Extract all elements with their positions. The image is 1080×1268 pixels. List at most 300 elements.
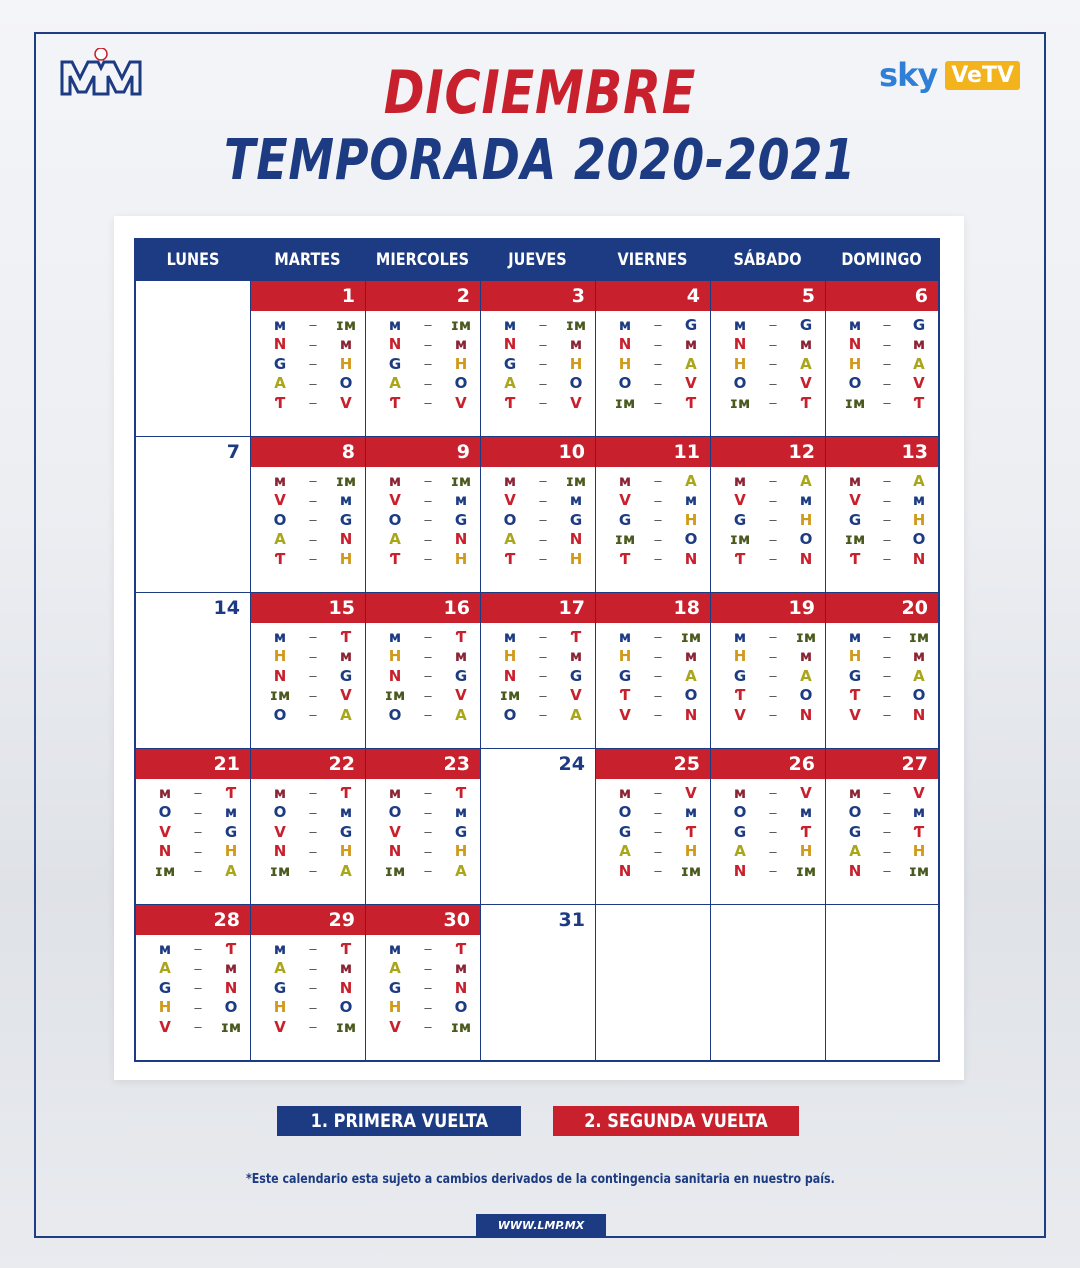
day-number: 31	[558, 909, 585, 931]
game-matchup	[729, 510, 817, 530]
game-matchup	[384, 998, 472, 1018]
team-logo-icon: O	[684, 686, 698, 705]
day-cell-12[interactable]	[710, 437, 825, 592]
matchup-dash: –	[309, 863, 317, 879]
team-logo-icon: ᴍ	[733, 627, 747, 646]
team-logo-icon: ᴍ	[799, 335, 813, 354]
team-logo-icon: Ƭ	[685, 822, 697, 841]
team-logo-icon: ᴍ	[569, 335, 583, 354]
week-row-1	[136, 280, 938, 436]
day-number: 20	[826, 593, 938, 623]
team-logo-icon: H	[733, 354, 747, 373]
matchup-dash: –	[654, 551, 662, 567]
matchup-dash: –	[769, 336, 777, 352]
team-logo-icon: Ƭ	[913, 393, 925, 412]
game-matchup	[729, 647, 817, 667]
matchup-dash: –	[424, 629, 432, 645]
games-list	[251, 311, 365, 413]
vetv-logo: VeTV	[945, 61, 1020, 90]
team-logo-icon: A	[389, 374, 401, 393]
game-matchup	[154, 978, 242, 998]
game-matchup	[614, 861, 702, 881]
team-logo-icon: ᴍ	[454, 959, 468, 978]
day-number: 12	[711, 437, 825, 467]
games-list	[366, 623, 480, 725]
games-list	[366, 779, 480, 881]
game-matchup	[384, 335, 472, 355]
matchup-dash: –	[194, 941, 202, 957]
game-matchup	[154, 861, 242, 881]
game-matchup	[269, 783, 357, 803]
team-logo-icon: G	[503, 354, 517, 373]
game-matchup	[384, 978, 472, 998]
team-logo-icon: ɪᴍ	[269, 861, 291, 880]
team-logo-icon: H	[684, 842, 698, 861]
team-logo-icon: H	[848, 647, 862, 666]
weekday-6: SÁBADO	[733, 250, 802, 270]
day-cell-31[interactable]	[480, 905, 595, 1060]
team-logo-icon: A	[570, 705, 582, 724]
game-matchup	[844, 803, 930, 823]
game-matchup	[154, 959, 242, 979]
day-cell-27[interactable]	[825, 749, 938, 904]
team-logo-icon: Ƭ	[274, 549, 286, 568]
team-logo-icon: V	[849, 491, 861, 510]
team-logo-icon: ᴍ	[158, 939, 172, 958]
game-matchup	[729, 471, 817, 491]
team-logo-icon: V	[849, 705, 861, 724]
game-matchup	[154, 1017, 242, 1037]
day-cell-21[interactable]	[136, 749, 250, 904]
game-matchup	[729, 803, 817, 823]
matchup-dash: –	[424, 999, 432, 1015]
team-logo-icon: O	[454, 374, 468, 393]
team-logo-icon: O	[912, 530, 926, 549]
matchup-dash: –	[539, 356, 547, 372]
game-matchup	[384, 842, 472, 862]
matchup-dash: –	[424, 512, 432, 528]
matchup-dash: –	[654, 824, 662, 840]
team-logo-icon: ᴍ	[684, 335, 698, 354]
day-cell-11[interactable]	[595, 437, 710, 592]
team-logo-icon: H	[733, 647, 747, 666]
matchup-dash: –	[424, 707, 432, 723]
matchup-dash: –	[769, 551, 777, 567]
team-logo-icon: ᴍ	[733, 315, 747, 334]
game-matchup	[499, 705, 587, 725]
team-logo-icon: N	[848, 861, 862, 880]
game-matchup	[384, 861, 472, 881]
team-logo-icon: A	[800, 666, 812, 685]
game-matchup	[154, 939, 242, 959]
matchup-dash: –	[194, 980, 202, 996]
game-matchup	[384, 666, 472, 686]
matchup-dash: –	[309, 941, 317, 957]
team-logo-icon: A	[685, 354, 697, 373]
team-logo-icon: O	[388, 510, 402, 529]
team-logo-icon: V	[800, 783, 812, 802]
day-cell-19[interactable]	[710, 593, 825, 748]
day-cell-7[interactable]	[136, 437, 250, 592]
games-list	[826, 467, 938, 569]
team-logo-icon: ᴍ	[503, 627, 517, 646]
day-cell-22[interactable]	[250, 749, 365, 904]
day-cell-9[interactable]	[365, 437, 480, 592]
day-cell-14[interactable]	[136, 593, 250, 748]
team-logo-icon: A	[913, 666, 925, 685]
team-logo-icon: H	[454, 842, 468, 861]
day-cell-13[interactable]	[825, 437, 938, 592]
game-matchup	[384, 491, 472, 511]
team-logo-icon: V	[570, 686, 582, 705]
team-logo-icon: N	[569, 530, 583, 549]
team-logo-icon: Ƭ	[340, 627, 352, 646]
games-list	[481, 311, 595, 413]
matchup-dash: –	[769, 707, 777, 723]
team-logo-icon: H	[799, 510, 813, 529]
weekday-3: MIERCOLES	[375, 250, 470, 270]
team-logo-icon: G	[454, 822, 468, 841]
team-logo-icon: V	[504, 491, 516, 510]
game-matchup	[384, 374, 472, 394]
team-logo-icon: O	[158, 803, 172, 822]
team-logo-icon: ɪᴍ	[384, 686, 406, 705]
game-matchup	[384, 686, 472, 706]
matchup-dash: –	[539, 375, 547, 391]
day-number: 3	[481, 281, 595, 311]
weekday-5: VIERNES	[617, 250, 688, 270]
team-logo-icon: H	[388, 647, 402, 666]
matchup-dash: –	[194, 1019, 202, 1035]
team-logo-icon: H	[912, 842, 926, 861]
game-matchup	[384, 783, 472, 803]
team-logo-icon: A	[913, 471, 925, 490]
game-matchup	[614, 666, 702, 686]
matchup-dash: –	[424, 687, 432, 703]
matchup-dash: –	[309, 824, 317, 840]
team-logo-icon: Ƭ	[570, 627, 582, 646]
team-logo-icon: A	[340, 861, 352, 880]
team-logo-icon: ɪᴍ	[384, 861, 406, 880]
day-cell-23[interactable]	[365, 749, 480, 904]
games-list	[826, 311, 938, 413]
game-matchup	[844, 861, 930, 881]
day-number: 21	[136, 749, 250, 779]
team-logo-icon: N	[273, 842, 287, 861]
team-logo-icon: N	[799, 549, 813, 568]
day-number: 13	[826, 437, 938, 467]
game-matchup	[844, 549, 930, 569]
matchup-dash: –	[883, 375, 891, 391]
team-logo-icon: H	[503, 647, 517, 666]
team-logo-icon: ɪᴍ	[795, 627, 817, 646]
game-matchup	[844, 783, 930, 803]
matchup-dash: –	[654, 317, 662, 333]
matchup-dash: –	[424, 375, 432, 391]
game-matchup	[844, 705, 930, 725]
game-matchup	[614, 491, 702, 511]
team-logo-icon: ɪᴍ	[154, 861, 176, 880]
team-logo-icon: ᴍ	[618, 315, 632, 334]
team-logo-icon: ɪᴍ	[614, 393, 636, 412]
day-number: 24	[558, 753, 585, 775]
team-logo-icon: G	[339, 822, 353, 841]
team-logo-icon: H	[684, 510, 698, 529]
team-logo-icon: A	[913, 354, 925, 373]
matchup-dash: –	[309, 512, 317, 528]
team-logo-icon: ᴍ	[339, 335, 353, 354]
game-matchup	[499, 510, 587, 530]
day-number: 2	[366, 281, 480, 311]
game-matchup	[499, 530, 587, 550]
team-logo-icon: Ƭ	[225, 783, 237, 802]
day-cell-5[interactable]	[710, 281, 825, 436]
team-logo-icon: H	[339, 354, 353, 373]
team-logo-icon: A	[504, 374, 516, 393]
day-number: 27	[826, 749, 938, 779]
day-cell-18[interactable]	[595, 593, 710, 748]
team-logo-icon: Ƭ	[455, 783, 467, 802]
team-logo-icon: Ƭ	[389, 549, 401, 568]
team-logo-icon: G	[848, 666, 862, 685]
sky-logo: sky	[879, 56, 938, 94]
day-cell-2[interactable]	[365, 281, 480, 436]
day-cell-20[interactable]	[825, 593, 938, 748]
day-cell-26[interactable]	[710, 749, 825, 904]
matchup-dash: –	[654, 629, 662, 645]
day-cell-15[interactable]	[250, 593, 365, 748]
game-matchup	[499, 315, 587, 335]
team-logo-icon: ɪᴍ	[729, 393, 751, 412]
day-number: 30	[366, 905, 480, 935]
day-cell-25[interactable]	[595, 749, 710, 904]
matchup-dash: –	[424, 980, 432, 996]
matchup-dash: –	[539, 395, 547, 411]
game-matchup	[269, 842, 357, 862]
game-matchup	[384, 705, 472, 725]
matchup-dash: –	[309, 668, 317, 684]
games-list	[366, 311, 480, 413]
game-matchup	[614, 627, 702, 647]
day-number: 8	[251, 437, 365, 467]
week-row-3	[136, 592, 938, 748]
game-matchup	[269, 374, 357, 394]
matchup-dash: –	[539, 668, 547, 684]
team-logo-icon: ᴍ	[569, 491, 583, 510]
game-matchup	[614, 354, 702, 374]
matchup-dash: –	[883, 843, 891, 859]
team-logo-icon: ᴍ	[388, 471, 402, 490]
game-matchup	[614, 335, 702, 355]
team-logo-icon: N	[224, 978, 238, 997]
team-logo-icon: Ƭ	[849, 549, 861, 568]
game-matchup	[844, 374, 930, 394]
matchup-dash: –	[309, 492, 317, 508]
game-matchup	[269, 530, 357, 550]
team-logo-icon: A	[389, 530, 401, 549]
matchup-dash: –	[309, 629, 317, 645]
team-logo-icon: O	[733, 374, 747, 393]
day-number: 1	[251, 281, 365, 311]
game-matchup	[384, 393, 472, 413]
game-matchup	[844, 666, 930, 686]
team-logo-icon: N	[273, 335, 287, 354]
game-matchup	[844, 510, 930, 530]
team-logo-icon: A	[340, 705, 352, 724]
matchup-dash: –	[424, 785, 432, 801]
team-logo-icon: V	[340, 393, 352, 412]
matchup-dash: –	[883, 785, 891, 801]
team-logo-icon: ɪᴍ	[335, 315, 357, 334]
day-cell-1[interactable]	[250, 281, 365, 436]
game-matchup	[269, 686, 357, 706]
team-logo-icon: O	[684, 530, 698, 549]
team-logo-icon: G	[273, 354, 287, 373]
team-logo-icon: ᴍ	[848, 471, 862, 490]
day-number: 16	[366, 593, 480, 623]
team-logo-icon: N	[733, 861, 747, 880]
matchup-dash: –	[424, 336, 432, 352]
game-matchup	[614, 705, 702, 725]
game-matchup	[154, 803, 242, 823]
game-matchup	[614, 822, 702, 842]
game-matchup	[269, 510, 357, 530]
team-logo-icon: A	[685, 471, 697, 490]
team-logo-icon: H	[388, 998, 402, 1017]
matchup-dash: –	[194, 863, 202, 879]
games-list	[711, 779, 825, 881]
day-cell-28[interactable]	[136, 905, 250, 1060]
matchup-dash: –	[769, 668, 777, 684]
team-logo-icon: ᴍ	[158, 783, 172, 802]
team-logo-icon: V	[340, 686, 352, 705]
team-logo-icon: V	[619, 705, 631, 724]
team-logo-icon: Ƭ	[340, 783, 352, 802]
matchup-dash: –	[194, 999, 202, 1015]
matchup-dash: –	[424, 648, 432, 664]
game-matchup	[384, 627, 472, 647]
games-list	[251, 779, 365, 881]
team-logo-icon: G	[454, 666, 468, 685]
team-logo-icon: V	[274, 1017, 286, 1036]
weekday-7: DOMINGO	[841, 250, 922, 270]
matchup-dash: –	[309, 648, 317, 664]
day-cell-30[interactable]	[365, 905, 480, 1060]
matchup-dash: –	[309, 1019, 317, 1035]
game-matchup	[154, 842, 242, 862]
team-logo-icon: G	[224, 822, 238, 841]
team-logo-icon: Ƭ	[800, 393, 812, 412]
website-url[interactable]: WWW.LMP.MX	[476, 1214, 606, 1238]
team-logo-icon: O	[388, 803, 402, 822]
matchup-dash: –	[883, 356, 891, 372]
team-logo-icon: O	[273, 803, 287, 822]
matchup-dash: –	[309, 356, 317, 372]
team-logo-icon: V	[570, 393, 582, 412]
matchup-dash: –	[309, 551, 317, 567]
team-logo-icon: N	[618, 335, 632, 354]
matchup-dash: –	[424, 804, 432, 820]
day-number: 29	[251, 905, 365, 935]
game-matchup	[384, 1017, 472, 1037]
team-logo-icon: A	[159, 959, 171, 978]
matchup-dash: –	[654, 473, 662, 489]
day-cell-4[interactable]	[595, 281, 710, 436]
team-logo-icon: ɪᴍ	[680, 861, 702, 880]
day-cell-10[interactable]	[480, 437, 595, 592]
team-logo-icon: ᴍ	[912, 335, 926, 354]
team-logo-icon: G	[618, 822, 632, 841]
team-logo-icon: ɪᴍ	[450, 471, 472, 490]
day-cell-6[interactable]	[825, 281, 938, 436]
team-logo-icon: H	[569, 354, 583, 373]
empty-day-cell	[710, 905, 825, 1060]
team-logo-icon: A	[734, 842, 746, 861]
day-cell-17[interactable]	[480, 593, 595, 748]
matchup-dash: –	[883, 629, 891, 645]
week-row-4	[136, 748, 938, 904]
day-cell-8[interactable]	[250, 437, 365, 592]
team-logo-icon: O	[569, 374, 583, 393]
team-logo-icon: V	[685, 374, 697, 393]
game-matchup	[269, 627, 357, 647]
team-logo-icon: ᴍ	[224, 959, 238, 978]
team-logo-icon: ɪᴍ	[680, 627, 702, 646]
matchup-dash: –	[769, 863, 777, 879]
matchup-dash: –	[539, 473, 547, 489]
matchup-dash: –	[769, 843, 777, 859]
team-logo-icon: O	[733, 803, 747, 822]
team-logo-icon: ᴍ	[684, 647, 698, 666]
game-matchup	[269, 959, 357, 979]
game-matchup	[384, 959, 472, 979]
day-number: 15	[251, 593, 365, 623]
matchup-dash: –	[424, 492, 432, 508]
day-cell-29[interactable]	[250, 905, 365, 1060]
team-logo-icon: O	[848, 803, 862, 822]
team-logo-icon: ᴍ	[848, 315, 862, 334]
game-matchup	[614, 530, 702, 550]
day-cell-3[interactable]	[480, 281, 595, 436]
matchup-dash: –	[424, 473, 432, 489]
games-list	[596, 623, 710, 725]
game-matchup	[499, 549, 587, 569]
game-matchup	[269, 861, 357, 881]
day-cell-24[interactable]	[480, 749, 595, 904]
matchup-dash: –	[309, 980, 317, 996]
team-logo-icon: V	[389, 491, 401, 510]
team-logo-icon: V	[619, 491, 631, 510]
team-logo-icon: ᴍ	[273, 315, 287, 334]
matchup-dash: –	[883, 551, 891, 567]
matchup-dash: –	[654, 336, 662, 352]
team-logo-icon: V	[455, 686, 467, 705]
day-number: 19	[711, 593, 825, 623]
team-logo-icon: H	[618, 354, 632, 373]
team-logo-icon: N	[912, 705, 926, 724]
matchup-dash: –	[769, 629, 777, 645]
day-cell-16[interactable]	[365, 593, 480, 748]
team-logo-icon: ᴍ	[912, 647, 926, 666]
game-matchup	[844, 530, 930, 550]
matchup-dash: –	[769, 512, 777, 528]
team-logo-icon: G	[339, 666, 353, 685]
matchup-dash: –	[654, 375, 662, 391]
game-matchup	[384, 354, 472, 374]
team-logo-icon: N	[503, 666, 517, 685]
games-list	[481, 623, 595, 725]
team-logo-icon: ɪᴍ	[844, 530, 866, 549]
